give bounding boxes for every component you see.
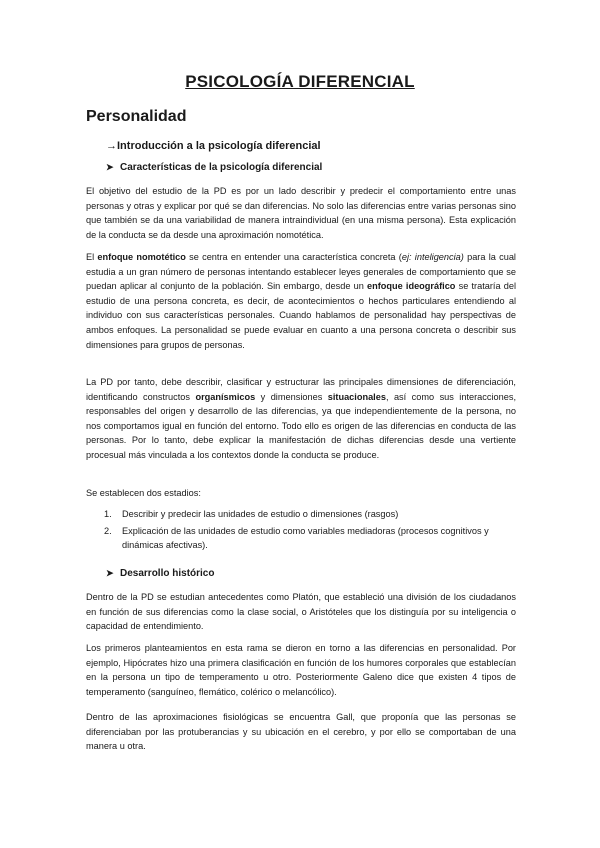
term-enfoque-ideografico: enfoque ideográfico: [367, 281, 456, 292]
heading-desarrollo-text: Desarrollo histórico: [120, 568, 215, 579]
subsection-heading: →Introducción a la psicología diferencial: [106, 140, 321, 152]
p2-text-d: para la cual estudia a un gran número de personas intentando establecer leyes generales de comportamiento que se puedan aplicar al conjunto de la población. Sin embargo, desde un: [86, 252, 516, 292]
paragraph-estadios: Se establecen dos estadios:: [86, 488, 201, 498]
document-title: PSICOLOGÍA DIFERENCIAL: [185, 72, 415, 91]
heading-caracteristicas-text: Características de la psicología diferencial: [120, 162, 323, 173]
paragraph-antecedentes: Dentro de la PD se estudian antecedentes como Platón, que estableció una división de los ciudadanos en función de sus diferencias como la clase social, o Aristóteles que los distinguía por su inteligencia o capacidad de entendimiento.: [86, 592, 516, 632]
list-item: [104, 507, 516, 522]
list-item-number: 1.: [104, 509, 112, 519]
heading-caracteristicas: [106, 162, 322, 173]
arrow-bullet-icon: ➤: [106, 568, 114, 578]
p2-example: ej: inteligencia): [401, 252, 464, 262]
term-enfoque-nomotetico: enfoque nomotético: [97, 252, 186, 262]
paragraph-pd-dimensiones: [86, 375, 516, 463]
paragraph-fisiologicas: Dentro de las aproximaciones fisiológicas se encuentra Gall, que proponía que las personas se diferenciaban por las protuberancias y su ubicación en el cerebro, y por ello se comportaban de una manera u otra.: [86, 712, 516, 752]
section-heading: Personalidad: [86, 108, 187, 125]
paragraph-objetivo: El objetivo del estudio de la PD es por un lado describir y predecir el comportamiento entre unas personas y otras y explicar por qué se dan diferencias. No solo las diferencias entre varias personas sino que también se da una variabilidad de manera intraindividual (en una misma persona). Esta explicación de la conducta se da desde una aproximación nomotética.: [86, 186, 516, 240]
term-situacionales: situacionales: [327, 391, 386, 402]
p2-text-a: El: [86, 252, 98, 262]
p2-text-c: se centra en entender una característica concreta (: [185, 252, 402, 262]
list-item: [104, 524, 516, 553]
paragraph-planteamientos: Los primeros planteamientos en esta rama se dieron en torno a las diferencias en personalidad. Por ejemplo, Hipócrates hizo una primera clasificación en función de los humores corporales que establecían en la persona un tipo de temperamento u otro. Posteriormente Galeno dice que existen 4 tipos de temperamento (sanguíneo, flemático, colérico o melancólico).: [86, 643, 516, 697]
estadios-list: [104, 507, 516, 555]
list-item-text: Describir y predecir las unidades de estudio o dimensiones (rasgos): [122, 509, 399, 519]
p3-text-d: , así como sus interacciones, responsables del origen y desarrollo de las diferencias, ya que independientemente de la persona, no nos comportamos igual en función del entorno. Todo ello es origen de las diferencias en conducta de las personas. Por lo tanto, debe explicar la manifestación de dichas diferencias desde una vertiente procesual más vinculada a los contextos donde la conducta se produce.: [86, 391, 516, 460]
arrow-bullet-icon: ➤: [106, 162, 114, 172]
heading-desarrollo: [106, 568, 214, 579]
p2-text-e: se trataría del estudio de una persona concreta, es decir, de acontecimientos o hechos particulares entendiendo al individuo con sus características personales. Cuando hablamos de personalidad hay perspectivas de ambos enfoques. La personalidad se puede evaluar en cuanto a una persona concreta o describir sus dimensiones para grupos de personas.: [86, 281, 516, 350]
list-item-number: 2.: [104, 525, 112, 536]
p3-text-a: La PD por tanto, debe describir, clasificar y estructurar las principales dimensiones de diferenciación, identificando constructos: [86, 377, 516, 402]
p3-text-c: y dimensiones: [255, 391, 328, 402]
term-organismicos: organísmicos: [195, 391, 256, 402]
paragraph-enfoques: [86, 250, 516, 352]
list-item-text: Explicación de las unidades de estudio como variables mediadoras (procesos cognitivos y dinámicas afectivas).: [122, 525, 489, 551]
